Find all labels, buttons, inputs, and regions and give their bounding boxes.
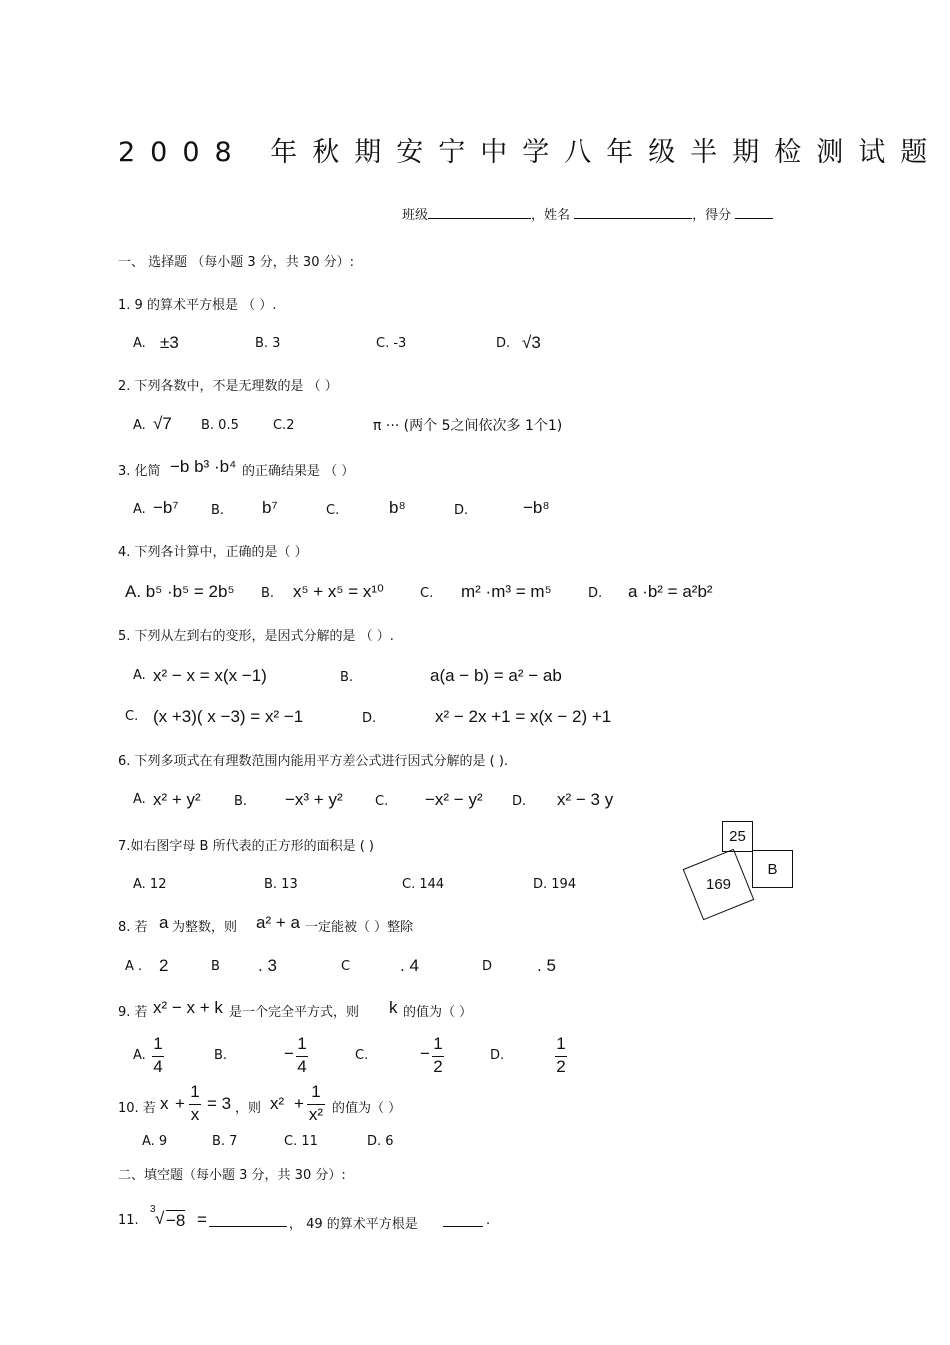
q6-option-a-label: A. <box>133 792 146 807</box>
q4-option-b-label: B. <box>261 586 275 601</box>
q5-option-d-value: x² − 2x +1 = x(x − 2) +1 <box>435 707 612 726</box>
q5-option-b-label: B. <box>340 670 354 685</box>
q1-option-b: B. 3 <box>255 336 281 351</box>
q3-option-d-label: D. <box>454 503 469 518</box>
q10-option-c: C. 11 <box>284 1134 318 1149</box>
q3-option-c-label: C. <box>326 503 340 518</box>
q5-option-c-label: C. <box>125 709 139 724</box>
q10-plus-1: + <box>175 1094 185 1113</box>
q7-option-d: D. 194 <box>533 877 577 892</box>
q9-b-denominator: 4 <box>297 1057 307 1076</box>
q2-option-d: π ··· (两个 5之间依次多 1个1) <box>373 418 563 434</box>
q10-frac2-num: 1 <box>311 1082 321 1101</box>
question-9-stem-mid: 是一个完全平方式，则 <box>229 1005 360 1020</box>
q7-option-a: A. 12 <box>133 877 167 892</box>
q8-option-d-label: D <box>482 959 493 974</box>
question-9-stem-prefix: 9. 若 <box>118 1005 148 1020</box>
q10-frac1-num: 1 <box>190 1082 200 1101</box>
page-title: 2008 年秋期安宁中学八年级半期检测试题 <box>118 137 943 168</box>
q6-option-c-label: C. <box>375 794 389 809</box>
figure-label-b: B <box>767 860 778 878</box>
q6-option-d-label: D. <box>512 794 527 809</box>
q4-option-d-value: a ·b² = a²b² <box>628 582 713 601</box>
q11-radicand: −8 <box>166 1211 186 1230</box>
q11-root-index: 3 <box>150 1204 156 1215</box>
q5-option-b-value: a(a − b) = a² − ab <box>430 666 562 685</box>
q10-option-d: D. 6 <box>367 1134 394 1149</box>
q3-option-a-value: −b⁷ <box>153 498 179 517</box>
q8-option-a-label: A . <box>125 959 143 974</box>
q5-option-a-label: A. <box>133 668 146 683</box>
question-3-stem-prefix: 3. 化简 <box>118 464 161 479</box>
q2-option-a-label: A. <box>133 418 146 433</box>
question-6-stem: 6. 下列多项式在有理数范围内能用平方差公式进行因式分解的是 ( ). <box>118 754 509 769</box>
question-1-stem: 1. 9 的算术平方根是 （ ）. <box>118 298 277 313</box>
q9-option-a-label: A. <box>133 1048 146 1063</box>
name-blank[interactable] <box>574 218 692 219</box>
question-10-stem-suffix: 的值为（ ） <box>332 1101 402 1116</box>
question-7-stem: 7.如右图字母 B 所代表的正方形的面积是 ( ) <box>118 839 374 854</box>
q9-option-c-fraction <box>432 1034 444 1077</box>
q1-option-d-label: D. <box>496 336 511 351</box>
q8-option-c-value: . 4 <box>400 956 419 975</box>
q4-option-d-label: D. <box>588 586 603 601</box>
q4-option-c-value: m² ·m³ = m⁵ <box>461 582 552 601</box>
q9-b-minus: − <box>284 1044 294 1063</box>
score-label: ，得分 <box>692 208 732 223</box>
q1-option-a-label: A. <box>133 336 146 351</box>
q8-option-b-value: . 3 <box>258 956 277 975</box>
q11-end: . <box>486 1213 491 1228</box>
q3-option-b-value: b⁷ <box>262 498 278 517</box>
figure-square-169 <box>683 849 755 921</box>
student-info-line <box>402 204 773 223</box>
q11-answer-blank-2[interactable] <box>443 1226 483 1227</box>
name-label: ，姓名 <box>531 208 571 223</box>
q9-expression: x² − x + k <box>153 998 223 1017</box>
q2-option-b: B. 0.5 <box>201 418 239 433</box>
q1-option-c: C. -3 <box>376 336 407 351</box>
q6-option-a-value: x² + y² <box>153 790 201 809</box>
q5-option-c-value: (x +3)( x −3) = x² −1 <box>153 707 304 726</box>
q4-option-a: A. b⁵ ·b⁵ = 2b⁵ <box>125 582 235 601</box>
question-9-stem-suffix: 的值为（ ） <box>403 1005 473 1020</box>
q10-frac2-den: x² <box>308 1105 324 1124</box>
q10-option-b: B. 7 <box>212 1134 238 1149</box>
q5-option-a-value: x² − x = x(x −1) <box>153 666 267 685</box>
q3-option-c-value: b⁸ <box>389 498 406 517</box>
q9-option-b-fraction <box>296 1034 308 1077</box>
q8-expression: a² + a <box>256 913 300 932</box>
q9-var-k: k <box>389 998 398 1017</box>
q3-expression: −b b³ ·b⁴ <box>170 457 237 476</box>
q4-option-b-value: x⁵ + x⁵ = x¹⁰ <box>293 582 384 601</box>
question-5-stem: 5. 下列从左到右的变形，是因式分解的是 （ ）. <box>118 629 394 644</box>
q9-option-d-label: D. <box>490 1048 505 1063</box>
figure-label-25: 25 <box>729 828 746 845</box>
section-heading-fill: 二、填空题（每小题 3 分，共 30 分）: <box>118 1168 346 1183</box>
q9-a-denominator: 4 <box>153 1057 163 1076</box>
q8-option-b-label: B <box>211 959 220 974</box>
q9-c-denominator: 2 <box>433 1057 443 1076</box>
q8-option-c-label: C <box>341 959 351 974</box>
q1-option-d-value: √3 <box>522 333 541 352</box>
class-blank[interactable] <box>428 218 531 219</box>
question-11-number: 11. <box>118 1213 139 1228</box>
q10-then: ，则 <box>235 1101 262 1116</box>
q5-option-d-label: D. <box>362 711 377 726</box>
q10-plus-2: + <box>294 1094 304 1113</box>
q9-option-a-fraction <box>152 1034 164 1077</box>
q8-var-a: a <box>159 913 169 932</box>
class-label: 班级 <box>402 208 429 223</box>
q10-option-a: A. 9 <box>142 1134 168 1149</box>
q9-option-c-label: C. <box>355 1048 369 1063</box>
q3-option-a-label: A. <box>133 502 146 517</box>
section-heading-choice: 一、 选择题 （每小题 3 分，共 30 分）: <box>118 255 354 270</box>
figure-label-169: 169 <box>705 876 732 893</box>
q9-option-b-label: B. <box>214 1048 228 1063</box>
q9-a-numerator: 1 <box>153 1034 163 1053</box>
q4-option-c-label: C. <box>420 586 434 601</box>
q9-d-numerator: 1 <box>556 1034 566 1053</box>
q7-option-c: C. 144 <box>402 877 445 892</box>
q10-fraction-1 <box>189 1082 201 1125</box>
figure-square-25 <box>722 821 753 852</box>
q11-equals: = <box>197 1210 207 1229</box>
q6-option-b-value: −x³ + y² <box>285 790 343 809</box>
q6-option-b-label: B. <box>234 794 248 809</box>
q7-option-b: B. 13 <box>264 877 298 892</box>
q10-frac1-den: x <box>190 1105 200 1124</box>
q2-option-a-value: √7 <box>153 414 172 433</box>
q11-radical-sign: √ <box>155 1209 165 1228</box>
q3-option-b-label: B. <box>211 503 225 518</box>
q10-x-squared: x² <box>270 1094 285 1113</box>
figure-square-b <box>752 850 793 888</box>
score-blank[interactable] <box>735 218 773 219</box>
q10-equals-3: = 3 <box>207 1094 232 1113</box>
q11-answer-blank-1[interactable] <box>209 1226 287 1227</box>
q6-option-c-value: −x² − y² <box>425 790 483 809</box>
question-3-stem-suffix: 的正确结果是 （ ） <box>242 464 355 479</box>
q3-option-d-value: −b⁸ <box>523 498 550 517</box>
q9-option-d-fraction <box>555 1034 567 1077</box>
q9-c-minus: − <box>420 1044 430 1063</box>
q9-d-denominator: 2 <box>556 1057 566 1076</box>
question-8-stem-suffix: 一定能被（ ）整除 <box>305 920 414 935</box>
question-8-stem-prefix: 8. 若 <box>118 920 148 935</box>
q2-option-c: C.2 <box>273 418 295 433</box>
question-8-stem-mid: 为整数，则 <box>172 920 238 935</box>
q6-option-d-value: x² − 3 y <box>557 790 614 809</box>
q10-var-x: x <box>160 1094 169 1113</box>
q1-option-a-value: ±3 <box>160 333 179 352</box>
q9-c-numerator: 1 <box>433 1034 443 1053</box>
q10-fraction-2 <box>307 1082 325 1125</box>
q9-b-numerator: 1 <box>297 1034 307 1053</box>
q8-option-d-value: . 5 <box>537 956 556 975</box>
question-2-stem: 2. 下列各数中，不是无理数的是 （ ） <box>118 379 338 394</box>
question-10-stem-prefix: 10. 若 <box>118 1101 156 1116</box>
q8-option-a-value: 2 <box>159 956 169 975</box>
question-4-stem: 4. 下列各计算中，正确的是（ ） <box>118 545 308 560</box>
q11-mid-text: ， 49 的算术平方根是 <box>289 1217 418 1232</box>
